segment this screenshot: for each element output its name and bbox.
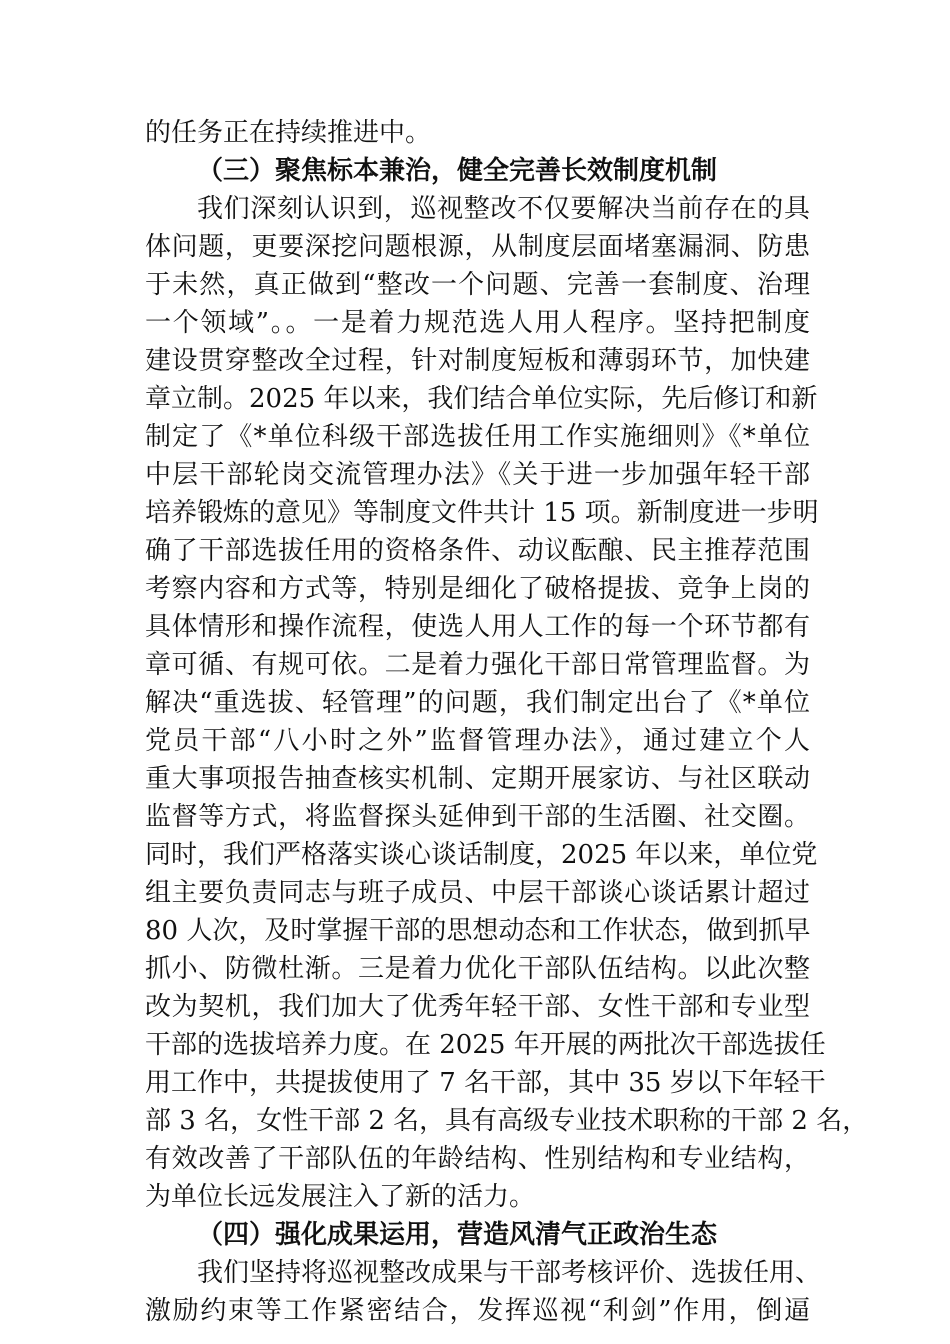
body-text-line: 激励约束等工作紧密结合，发挥巡视“利剑”作用，倒逼: [145, 1296, 810, 1326]
body-text-line: 确了干部选拔任用的资格条件、动议酝酿、民主推荐范围: [145, 536, 810, 566]
body-text-line: 同时，我们严格落实谈心谈话制度，2025 年以来，单位党: [145, 840, 818, 870]
body-text-line: 一个领域”。。一是着力规范选人用人程序。坚持把制度: [145, 308, 810, 338]
body-text-line: 的任务正在持续推进中。: [145, 118, 432, 148]
body-text-line: 章立制。2025 年以来，我们结合单位实际，先后修订和新: [145, 384, 818, 414]
body-text-line: 改为契机，我们加大了优秀年轻干部、女性干部和专业型: [145, 992, 810, 1022]
body-text-line: 有效改善了干部队伍的年龄结构、性别结构和专业结构，: [145, 1144, 810, 1174]
body-text-line: 组主要负责同志与班子成员、中层干部谈心谈话累计超过: [145, 878, 810, 908]
body-text-line: 具体情形和操作流程，使选人用人工作的每一个环节都有: [145, 612, 810, 642]
body-text-line: 章可循、有规可依。二是着力强化干部日常管理监督。为: [145, 650, 810, 680]
body-text-line: 建设贯穿整改全过程，针对制度短板和薄弱环节，加快建: [145, 346, 810, 376]
body-text-line: 于未然，真正做到“整改一个问题、完善一套制度、治理: [145, 270, 810, 300]
body-text-line: 培养锻炼的意见》等制度文件共计 15 项。新制度进一步明: [145, 498, 819, 528]
body-text-line: 80 人次，及时掌握干部的思想动态和工作状态，做到抓早: [145, 916, 811, 946]
body-text-line: 考察内容和方式等，特别是细化了破格提拔、竞争上岗的: [145, 574, 810, 604]
body-text-line: 为单位长远发展注入了新的活力。: [145, 1182, 536, 1212]
body-text-line: 干部的选拔培养力度。在 2025 年开展的两批次干部选拔任: [145, 1030, 826, 1060]
body-text-line: 我们坚持将巡视整改成果与干部考核评价、选拔任用、: [197, 1258, 822, 1288]
section-heading: （三）聚焦标本兼治，健全完善长效制度机制: [197, 156, 718, 186]
body-text-line: 用工作中，共提拔使用了 7 名干部，其中 35 岁以下年轻干: [145, 1068, 826, 1098]
body-text-line: 监督等方式，将监督探头延伸到干部的生活圈、社交圈。: [145, 802, 810, 832]
section-heading: （四）强化成果运用，营造风清气正政治生态: [197, 1220, 718, 1250]
body-text-line: 我们深刻认识到，巡视整改不仅要解决当前存在的具: [197, 194, 810, 224]
body-text-line: 制定了《*单位科级干部选拔任用工作实施细则》《*单位: [145, 422, 810, 452]
body-text-line: 党员干部“八小时之外”监督管理办法》，通过建立个人: [145, 726, 810, 756]
body-text-line: 体问题，更要深挖问题根源，从制度层面堵塞漏洞、防患: [145, 232, 810, 262]
body-text-line: 解决“重选拔、轻管理”的问题，我们制定出台了《*单位: [145, 688, 810, 718]
body-text-line: 重大事项报告抽查核实机制、定期开展家访、与社区联动: [145, 764, 810, 794]
body-text-line: 中层干部轮岗交流管理办法》《关于进一步加强年轻干部: [145, 460, 810, 490]
body-text-line: 抓小、防微杜渐。三是着力优化干部队伍结构。以此次整: [145, 954, 810, 984]
body-text-line: 部 3 名，女性干部 2 名，具有高级专业技术职称的干部 2 名，: [145, 1106, 869, 1136]
